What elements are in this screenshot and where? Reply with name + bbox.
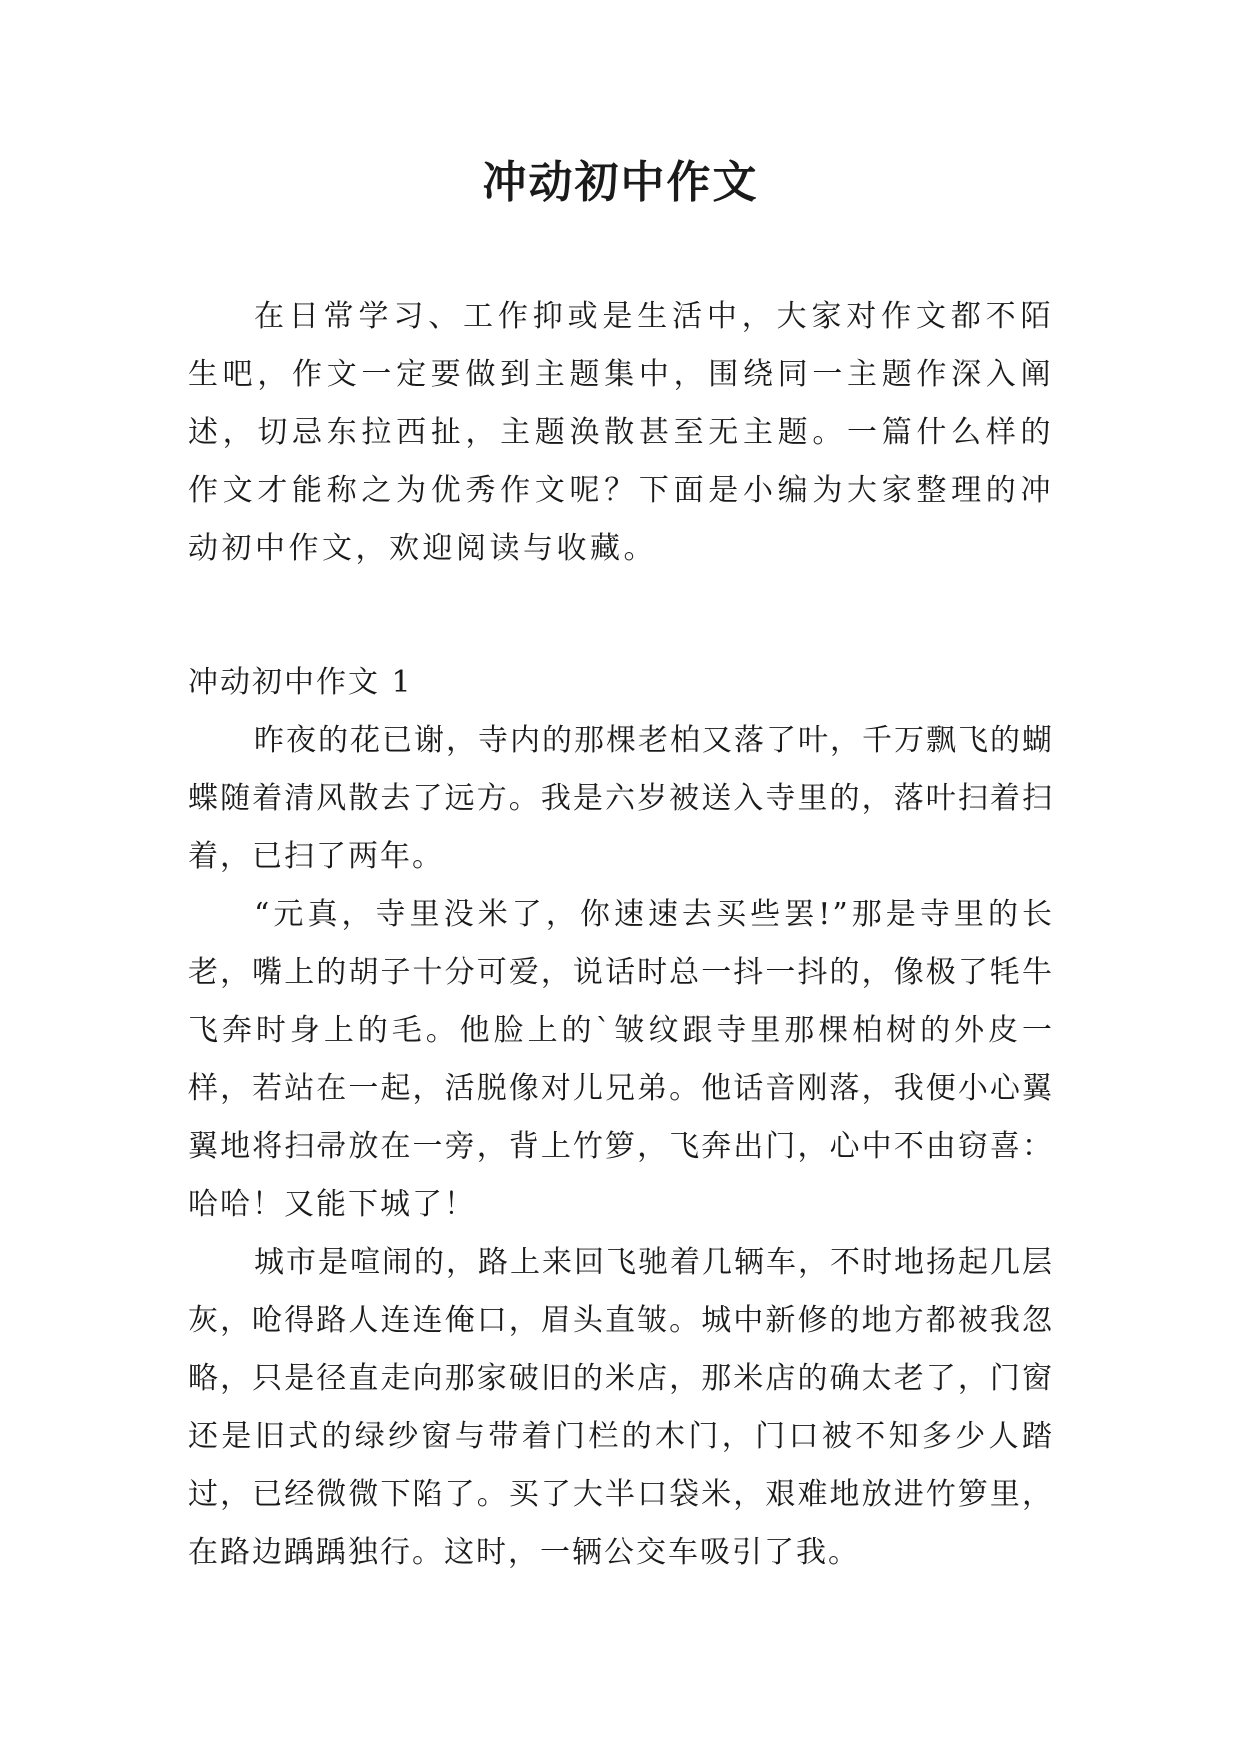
body-paragraph: “元真，寺里没米了，你速速去买些罢!”那是寺里的长老，嘴上的胡子十分可爱，说话时总一抖一抖的，像极了牦牛飞奔时身上的毛。他脸上的`皱纹跟寺里那棵柏树的外皮一样，若站在一起，活脱像对儿兄弟。他话音刚落，我便小心翼翼地将扫帚放在一旁，背上竹箩，飞奔出门，心中不由窃喜：哈哈！又能下城了！ [188,897,1054,1222]
intro-paragraph: 在日常学习、工作抑或是生活中，大家对作文都不陌生吧，作文一定要做到主题集中，围绕同一主题作深入阐述，切忌东拉西扯，主题涣散甚至无主题。一篇什么样的作文才能称之为优秀作文呢？下面是小编为大家整理的冲动初中作文，欢迎阅读与收藏。 [188,299,1054,566]
body-paragraph: 昨夜的花已谢，寺内的那棵老柏又落了叶，千万飘飞的蝴蝶随着清风散去了远方。我是六岁被送入寺里的，落叶扫着扫着，已扫了两年。 [188,723,1054,874]
body-paragraph: 城市是喧闹的，路上来回飞驰着几辆车，不时地扬起几层灰，呛得路人连连俺口，眉头直皱。城中新修的地方都被我忽略，只是径直走向那家破旧的米店，那米店的确太老了，门窗还是旧式的绿纱窗与带着门栏的木门，门口被不知多少人踏过，已经微微下陷了。买了大半口袋米，艰难地放进竹箩里，在路边踽踽独行。这时，一辆公交车吸引了我。 [188,1245,1054,1570]
section-heading: 冲动初中作文 1 [188,665,413,700]
document-title: 冲动初中作文 [482,157,759,208]
document-body [188,288,1054,1582]
